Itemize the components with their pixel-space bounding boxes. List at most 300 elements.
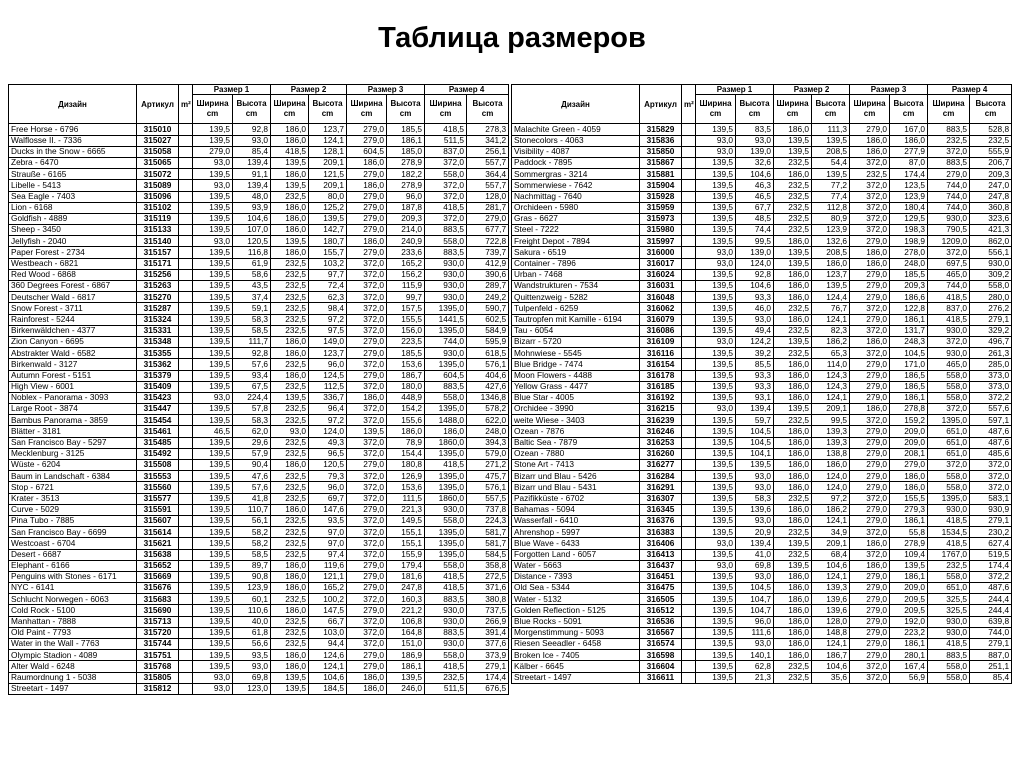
m2-cell <box>179 650 193 661</box>
size3-width-cell: 372,0 <box>347 471 387 482</box>
size1-width-cell: 139,5 <box>696 482 736 493</box>
size4-height-cell: 390,6 <box>467 269 509 280</box>
size4-height-cell: 576,1 <box>467 482 509 493</box>
design-cell: Noblex - Panorama - 3093 <box>9 392 137 403</box>
size1-height-cell: 40,0 <box>233 616 271 627</box>
size1-height-cell: 93,9 <box>233 202 271 213</box>
size2-width-cell: 232,5 <box>774 527 812 538</box>
m2-cell <box>682 426 696 437</box>
size4-width-cell: 558,0 <box>928 381 970 392</box>
size3-width-cell: 372,0 <box>347 549 387 560</box>
size1-width-cell: 139,5 <box>193 448 233 459</box>
size3-width-cell: 279,0 <box>850 515 890 526</box>
article-cell: 315027 <box>137 135 179 146</box>
size2-height-cell: 124,3 <box>812 381 850 392</box>
design-cell: Abstrakter Wald - 6582 <box>9 348 137 359</box>
size1-width-cell: 139,5 <box>193 336 233 347</box>
size3-width-cell: 372,0 <box>850 661 890 672</box>
table-row <box>512 471 1012 482</box>
size2-height-cell: 147,6 <box>309 504 347 515</box>
size4-width-cell: 930,0 <box>928 627 970 638</box>
article-cell: 315461 <box>137 426 179 437</box>
article-cell: 315614 <box>137 527 179 538</box>
design-cell: Bizarr und Blau - 5431 <box>512 482 640 493</box>
article-cell: 316246 <box>640 426 682 437</box>
article-cell: 316437 <box>640 560 682 571</box>
article-cell: 315805 <box>137 672 179 683</box>
article-cell: 316178 <box>640 370 682 381</box>
size2-width-cell: 232,5 <box>271 381 309 392</box>
size1-width-cell: 139,5 <box>696 616 736 627</box>
size2-width-cell: 232,5 <box>271 549 309 560</box>
size3-width-cell: 279,0 <box>850 124 890 135</box>
size2-height-cell: 142,7 <box>309 225 347 236</box>
m2-cell <box>179 146 193 157</box>
size4-width-cell: 883,5 <box>425 247 467 258</box>
size4-height-cell: 557,7 <box>467 157 509 168</box>
size1-width-cell: 139,5 <box>696 571 736 582</box>
size3-width-cell: 186,0 <box>347 672 387 683</box>
article-cell: 315973 <box>640 213 682 224</box>
size1-width-cell: 139,5 <box>193 348 233 359</box>
size1-width-cell: 93,0 <box>696 404 736 415</box>
m2-cell <box>179 448 193 459</box>
size3-width-cell: 279,0 <box>347 571 387 582</box>
size4-height-cell: 739,7 <box>467 247 509 258</box>
size1-height-cell: 104,7 <box>736 594 774 605</box>
size2-height-cell: 121,5 <box>309 169 347 180</box>
table-row <box>9 560 509 571</box>
m2-cell <box>179 426 193 437</box>
size3-height-cell: 186,0 <box>890 135 928 146</box>
height-header: Высота cm <box>812 95 850 124</box>
size2-height-cell: 97,4 <box>309 549 347 560</box>
size3-height-cell: 186,1 <box>890 571 928 582</box>
design-cell: Red Wood - 6868 <box>9 269 137 280</box>
size3-height-cell: 181,6 <box>387 571 425 582</box>
size4-height-cell: 174,4 <box>467 672 509 683</box>
size2-height-cell: 124,1 <box>812 639 850 650</box>
size3-height-cell: 179,4 <box>387 560 425 571</box>
article-cell: 315072 <box>137 169 179 180</box>
design-cell: Streetart - 1497 <box>9 683 137 694</box>
design-cell: Container - 7896 <box>512 258 640 269</box>
table-row <box>9 538 509 549</box>
size3-width-cell: 372,0 <box>347 594 387 605</box>
design-cell: NYC - 6141 <box>9 583 137 594</box>
size1-height-cell: 37,4 <box>233 292 271 303</box>
m2-cell <box>682 672 696 683</box>
m2-cell <box>179 258 193 269</box>
table-row <box>512 639 1012 650</box>
size1-width-cell: 139,5 <box>193 135 233 146</box>
size3-width-cell: 372,0 <box>850 191 890 202</box>
size1-width-cell: 139,5 <box>696 292 736 303</box>
design-cell: Moon Flowers - 4488 <box>512 370 640 381</box>
size2-width-cell: 232,5 <box>271 639 309 650</box>
size2-width-cell: 186,0 <box>774 236 812 247</box>
article-cell: 315638 <box>137 549 179 560</box>
size4-width-cell: 930,0 <box>425 605 467 616</box>
m2-cell <box>179 359 193 370</box>
size2-height-cell: 121,1 <box>309 571 347 582</box>
m2-cell <box>179 169 193 180</box>
size3-height-cell: 87,0 <box>890 157 928 168</box>
size4-height-cell: 358,8 <box>467 560 509 571</box>
size2-height-cell: 123,7 <box>812 269 850 280</box>
m2-cell <box>682 482 696 493</box>
table-row <box>9 348 509 359</box>
m2-cell <box>179 437 193 448</box>
width-header: Ширина cm <box>425 95 467 124</box>
width-header: Ширина cm <box>347 95 387 124</box>
size1-height-cell: 85,5 <box>736 359 774 370</box>
size1-height-cell: 104,5 <box>736 583 774 594</box>
size1-width-cell: 139,5 <box>696 348 736 359</box>
size4-height-cell: 247,8 <box>970 191 1012 202</box>
size3-width-cell: 372,0 <box>347 437 387 448</box>
size2-width-cell: 232,5 <box>271 191 309 202</box>
size2-height-cell: 96,5 <box>309 448 347 459</box>
m2-cell <box>682 258 696 269</box>
size4-width-cell: 1395,0 <box>425 303 467 314</box>
table-row <box>9 392 509 403</box>
size4-width-cell: 558,0 <box>928 661 970 672</box>
size2-width-cell: 139,5 <box>774 560 812 571</box>
size4-height-cell: 584,5 <box>467 549 509 560</box>
size2-height-cell: 148,8 <box>812 627 850 638</box>
design-cell: Paper Forest - 2734 <box>9 247 137 258</box>
table-row <box>9 661 509 672</box>
size2-width-cell: 139,5 <box>774 135 812 146</box>
table-row <box>512 303 1012 314</box>
size4-width-cell: 558,0 <box>928 471 970 482</box>
size3-height-cell: 186,1 <box>387 135 425 146</box>
size1-width-cell: 139,5 <box>193 527 233 538</box>
table-row <box>512 583 1012 594</box>
size1-height-cell: 58,5 <box>233 549 271 560</box>
size3-height-cell: 154,2 <box>387 404 425 415</box>
size2-width-cell: 186,0 <box>774 650 812 661</box>
table-row <box>9 639 509 650</box>
size2-height-cell: 186,0 <box>812 460 850 471</box>
size1-width-cell: 139,5 <box>193 515 233 526</box>
size2-width-cell: 186,0 <box>271 169 309 180</box>
size1-width-cell: 139,5 <box>696 392 736 403</box>
size4-height-cell: 364,4 <box>467 169 509 180</box>
size3-width-cell: 186,0 <box>347 392 387 403</box>
article-cell: 316253 <box>640 437 682 448</box>
table-row <box>9 146 509 157</box>
table-row <box>9 650 509 661</box>
size3-height-cell: 149,5 <box>387 515 425 526</box>
size1-width-cell: 139,5 <box>193 415 233 426</box>
table-row <box>512 359 1012 370</box>
size1-width-cell: 139,5 <box>193 482 233 493</box>
size4-width-cell: 930,0 <box>928 616 970 627</box>
size1-height-cell: 139,4 <box>233 157 271 168</box>
table-row <box>9 292 509 303</box>
size3-height-cell: 180,8 <box>387 460 425 471</box>
design-cell: Zion Canyon - 6695 <box>9 336 137 347</box>
design-cell: Steel - 7222 <box>512 225 640 236</box>
size2-width-cell: 186,0 <box>774 583 812 594</box>
size4-width-cell: 883,5 <box>425 627 467 638</box>
size3-height-cell: 448,9 <box>387 392 425 403</box>
size3-width-cell: 279,0 <box>347 225 387 236</box>
size3-width-cell: 372,0 <box>347 314 387 325</box>
m2-cell <box>682 225 696 236</box>
design-cell: San Francisco Bay - 5297 <box>9 437 137 448</box>
size1-width-cell: 139,5 <box>696 191 736 202</box>
article-cell: 315379 <box>137 370 179 381</box>
size1-width-cell: 139,5 <box>696 202 736 213</box>
size3-width-cell: 186,0 <box>850 560 890 571</box>
article-cell: 316413 <box>640 549 682 560</box>
table-row <box>9 594 509 605</box>
size1-height-cell: 62,0 <box>233 426 271 437</box>
size3-height-cell: 246,0 <box>387 683 425 694</box>
table-row <box>512 236 1012 247</box>
design-cell: Sheep - 3450 <box>9 225 137 236</box>
size1-height-cell: 58,2 <box>233 527 271 538</box>
size1-height-cell: 139,4 <box>736 404 774 415</box>
size3-height-cell: 56,9 <box>890 672 928 683</box>
table-row <box>9 359 509 370</box>
design-cell: San Francisco Bay - 6699 <box>9 527 137 538</box>
size1-height-cell: 56,1 <box>233 515 271 526</box>
size1-width-cell: 139,5 <box>193 269 233 280</box>
size1-height-cell: 96,0 <box>736 616 774 627</box>
size2-width-cell: 232,5 <box>774 549 812 560</box>
design-cell: Ducks in the Snow - 6665 <box>9 146 137 157</box>
m2-cell <box>682 583 696 594</box>
size2-height-cell: 123,7 <box>309 124 347 135</box>
design-cell: Goldfish - 4889 <box>9 213 137 224</box>
size4-height-cell: 380,8 <box>467 594 509 605</box>
size3-width-cell: 372,0 <box>347 404 387 415</box>
size4-width-cell: 558,0 <box>928 370 970 381</box>
article-cell: 316215 <box>640 404 682 415</box>
table-row <box>512 213 1012 224</box>
size1-height-cell: 107,0 <box>233 225 271 236</box>
size1-width-cell: 93,0 <box>193 180 233 191</box>
size1-height-cell: 43,5 <box>233 281 271 292</box>
size1-height-cell: 111,6 <box>736 627 774 638</box>
size4-height-cell: 394,3 <box>467 437 509 448</box>
size3-width-cell: 372,0 <box>850 348 890 359</box>
size3-height-cell: 208,1 <box>890 448 928 459</box>
size1-height-cell: 48,0 <box>233 191 271 202</box>
size3-height-cell: 209,3 <box>387 213 425 224</box>
size1-height-cell: 93,0 <box>736 482 774 493</box>
size2-width-cell: 139,5 <box>271 683 309 694</box>
design-cell: Elephant - 6166 <box>9 560 137 571</box>
size4-width-cell: 790,5 <box>928 225 970 236</box>
size4-width-cell: 465,0 <box>928 269 970 280</box>
size4-height-cell: 272,5 <box>467 571 509 582</box>
size2-height-cell: 336,7 <box>309 392 347 403</box>
design-cell: High View - 6001 <box>9 381 137 392</box>
size4-height-cell: 618,5 <box>467 348 509 359</box>
article-cell: 315560 <box>137 482 179 493</box>
size4-height-cell: 280,0 <box>970 292 1012 303</box>
size1-height-cell: 58,3 <box>233 314 271 325</box>
size2-width-cell: 232,5 <box>271 515 309 526</box>
size1-header: Размер 1 <box>696 85 774 95</box>
size3-width-cell: 279,0 <box>850 471 890 482</box>
table-row <box>512 336 1012 347</box>
article-cell: 316536 <box>640 616 682 627</box>
size1-height-cell: 58,6 <box>233 269 271 280</box>
table-row <box>512 482 1012 493</box>
size3-width-cell: 279,0 <box>347 348 387 359</box>
size3-height-cell: 209,0 <box>890 437 928 448</box>
m2-cell <box>179 583 193 594</box>
article-cell: 316406 <box>640 538 682 549</box>
size1-height-cell: 85,4 <box>233 146 271 157</box>
size4-height-cell: 309,2 <box>970 269 1012 280</box>
m2-cell <box>179 672 193 683</box>
size4-height-cell: 206,7 <box>970 157 1012 168</box>
size2-width-cell: 232,5 <box>774 225 812 236</box>
size1-height-cell: 58,5 <box>233 325 271 336</box>
width-header: Ширина cm <box>271 95 309 124</box>
table-row <box>512 348 1012 359</box>
size2-width-cell: 232,5 <box>271 404 309 415</box>
size4-height-cell: 85,4 <box>970 672 1012 683</box>
size3-height-cell: 186,1 <box>890 515 928 526</box>
size3-width-cell: 279,0 <box>850 381 890 392</box>
size4-height-cell: 279,1 <box>970 515 1012 526</box>
size2-width-cell: 186,0 <box>271 583 309 594</box>
size1-height-cell: 123,0 <box>233 683 271 694</box>
size4-height-cell: 329,2 <box>970 325 1012 336</box>
size4-height-cell: 372,0 <box>970 482 1012 493</box>
design-cell: Snow Forest - 3711 <box>9 303 137 314</box>
size2-width-cell: 232,5 <box>774 303 812 314</box>
size1-height-cell: 116,8 <box>233 247 271 258</box>
size3-height-cell: 209,3 <box>890 281 928 292</box>
size3-width-cell: 279,0 <box>850 359 890 370</box>
article-cell: 315058 <box>137 146 179 157</box>
size2-height-cell: 165,2 <box>309 583 347 594</box>
m2-cell <box>179 191 193 202</box>
size4-width-cell: 1395,0 <box>425 448 467 459</box>
size2-height-cell: 104,6 <box>309 672 347 683</box>
size2-height-cell: 139,6 <box>812 605 850 616</box>
table-body-left <box>9 124 509 695</box>
size2-width-cell: 186,0 <box>271 202 309 213</box>
size2-height-cell: 112,5 <box>309 381 347 392</box>
size4-height-cell: 209,3 <box>970 169 1012 180</box>
size2-height-cell: 147,5 <box>309 605 347 616</box>
size3-width-cell: 279,0 <box>850 583 890 594</box>
m2-cell <box>179 527 193 538</box>
size1-width-cell: 139,5 <box>193 314 233 325</box>
size1-width-cell: 139,5 <box>193 538 233 549</box>
size2-width-cell: 186,0 <box>271 370 309 381</box>
table-row <box>512 247 1012 258</box>
size3-height-cell: 153,6 <box>387 359 425 370</box>
size2-width-cell: 418,5 <box>271 146 309 157</box>
size2-height-cell: 139,5 <box>309 213 347 224</box>
size1-height-cell: 139,4 <box>736 538 774 549</box>
size3-height-cell: 186,1 <box>387 661 425 672</box>
design-cell: Westcoast - 6704 <box>9 538 137 549</box>
m2-cell <box>682 135 696 146</box>
size2-height-cell: 96,0 <box>309 359 347 370</box>
size3-height-cell: 167,4 <box>890 661 928 672</box>
size2-height-cell: 139,3 <box>812 426 850 437</box>
m2-cell <box>179 661 193 672</box>
size1-width-cell: 139,5 <box>193 437 233 448</box>
design-cell: Zebra - 6470 <box>9 157 137 168</box>
table-row <box>512 504 1012 515</box>
size2-height-cell: 208,5 <box>812 146 850 157</box>
size4-height-cell: 278,3 <box>467 124 509 135</box>
size3-height-cell: 278,9 <box>890 538 928 549</box>
size2-height-cell: 114,0 <box>812 359 850 370</box>
height-header: Высота cm <box>233 95 271 124</box>
size2-height-cell: 104,6 <box>812 560 850 571</box>
size3-header: Размер 3 <box>347 85 425 95</box>
size1-height-cell: 90,8 <box>233 571 271 582</box>
table-row <box>512 661 1012 672</box>
table-row <box>9 303 509 314</box>
size3-height-cell: 155,5 <box>890 493 928 504</box>
size4-height-cell: 266,9 <box>467 616 509 627</box>
size4-width-cell: 1395,0 <box>425 359 467 370</box>
size1-height-cell: 46,5 <box>736 191 774 202</box>
size1-width-cell: 139,5 <box>193 292 233 303</box>
size1-width-cell: 139,5 <box>193 493 233 504</box>
design-cell: Sommerwiese - 7642 <box>512 180 640 191</box>
article-cell: 316376 <box>640 515 682 526</box>
size1-height-cell: 139,0 <box>736 146 774 157</box>
size4-height-cell: 627,4 <box>970 538 1012 549</box>
design-cell: Blätter - 3181 <box>9 426 137 437</box>
size2-height-cell: 97,5 <box>309 325 347 336</box>
size4-width-cell: 418,5 <box>928 314 970 325</box>
size4-width-cell: 558,0 <box>425 515 467 526</box>
size1-width-cell: 139,5 <box>193 281 233 292</box>
size4-height-cell: 737,8 <box>467 504 509 515</box>
size2-width-cell: 186,0 <box>271 605 309 616</box>
size4-height-cell: 579,0 <box>467 448 509 459</box>
design-cell: Large Root - 3874 <box>9 404 137 415</box>
size3-width-cell: 372,0 <box>347 381 387 392</box>
m2-cell <box>179 471 193 482</box>
size2-width-cell: 232,5 <box>271 482 309 493</box>
table-row <box>9 281 509 292</box>
table-row <box>512 672 1012 683</box>
size2-height-cell: 97,0 <box>309 538 347 549</box>
m2-header: m² <box>179 85 193 124</box>
size3-height-cell: 186,5 <box>890 381 928 392</box>
m2-cell <box>682 236 696 247</box>
size2-width-cell: 186,0 <box>774 627 812 638</box>
m2-cell <box>179 549 193 560</box>
size4-width-cell: 744,0 <box>928 191 970 202</box>
size3-height-cell: 154,4 <box>387 448 425 459</box>
size4-width-cell: 372,0 <box>425 157 467 168</box>
size3-width-cell: 279,0 <box>850 370 890 381</box>
table-row <box>9 527 509 538</box>
size2-width-cell: 232,5 <box>774 325 812 336</box>
size4-width-cell: 372,0 <box>928 247 970 258</box>
size1-width-cell: 139,5 <box>193 460 233 471</box>
